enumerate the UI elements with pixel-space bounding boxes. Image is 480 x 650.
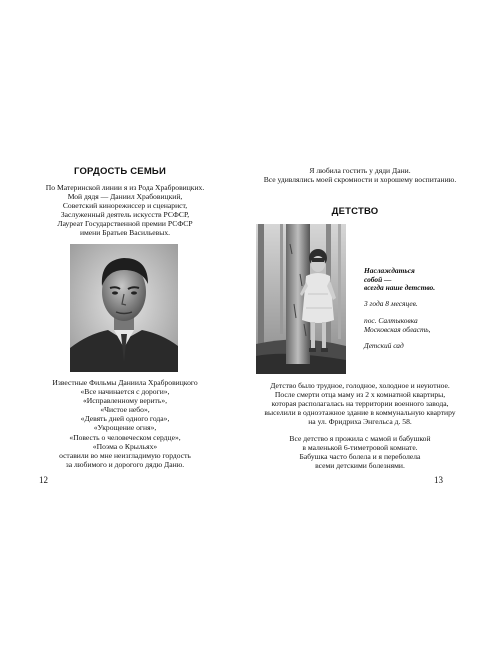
caption-age: 3 года 8 месяцев. xyxy=(364,298,418,308)
films-line: «Чистое небо», xyxy=(100,405,150,415)
films-line: «Исправленному верить», xyxy=(82,396,168,406)
intro-line: Лауреат Государственной премии РСФСР xyxy=(57,219,193,229)
left-heading: ГОРДОСТЬ СЕМЬИ xyxy=(73,166,166,177)
caption-bold-line: Наслаждаться xyxy=(364,266,415,275)
childhood-photo xyxy=(256,224,346,374)
para2-line: в маленькой 6-тиметровой комнате. xyxy=(302,443,418,453)
portrait-photo xyxy=(70,244,178,372)
films-line: Известные Фильмы Даниила Храбровицкого xyxy=(52,378,198,387)
page-number: 12 xyxy=(39,475,48,485)
para1-line: выселили в одноэтажное здание в коммунальную квартиру xyxy=(264,408,456,418)
films-line: «Укрощение огня», xyxy=(93,423,157,433)
para1-line: Детство было трудное, голодное, холодное и неуютное. xyxy=(270,381,450,390)
intro-line: Заслуженный деятель искусств РСФСР, xyxy=(60,210,190,220)
caption-place-line: Московская область, xyxy=(364,324,431,334)
top-line: Все удивлялись моей скромности и хорошему воспитанию. xyxy=(263,175,457,185)
intro-line: Мой дядя — Даниил Храбовицкий, xyxy=(67,192,183,202)
caption-bold-line: всегда наше детство. xyxy=(364,283,436,293)
childhood-paragraph-1 xyxy=(240,381,480,426)
para2-line: всеми детскими болезнями. xyxy=(315,461,405,471)
intro-line: Советский кинорежиссер и сценарист, xyxy=(62,201,188,211)
page-number: 13 xyxy=(434,475,443,485)
right-heading: ДЕТСТВО xyxy=(331,206,379,217)
films-line: оставили во мне неизгладимую гордость xyxy=(59,450,191,460)
caption-bold-line: собой — xyxy=(364,274,392,284)
childhood-paragraph-2 xyxy=(240,434,480,470)
films-line: «Девять дней одного года», xyxy=(80,414,170,424)
films-paragraph xyxy=(10,378,240,469)
para1-line: которая располагалась на территории военного завода, xyxy=(271,399,449,409)
intro-line: имени Братьев Васильевых. xyxy=(79,228,171,238)
para1-line: на ул. Фридриха Энгельса д. 58. xyxy=(308,417,412,427)
films-line: за любимого и дорогого дядю Даню. xyxy=(65,459,185,469)
photo-caption xyxy=(364,267,476,350)
caption-place2: Детский сад xyxy=(364,340,404,350)
right-page xyxy=(240,0,480,650)
films-line: «Все начинается с дороги», xyxy=(80,387,170,397)
top-line: Я любила гостить у дяди Дани. xyxy=(309,166,411,175)
intro-line: По Материнской линии я из Рода Храбровицких. xyxy=(45,183,205,192)
films-line: «Поэма о Крыльях» xyxy=(92,441,158,451)
intro-paragraph xyxy=(10,183,240,238)
para1-line: После смерти отца маму из 2 х комнатной квартиры, xyxy=(274,390,446,400)
para2-line: Бабушка часто болела и я переболела xyxy=(299,452,421,462)
films-line: «Повесть о человеческом сердце», xyxy=(69,432,181,442)
para2-line: Все детство я прожила с мамой и бабушкой xyxy=(289,434,431,443)
caption-place-line: пос. Салтыковка xyxy=(364,316,418,326)
top-paragraph xyxy=(240,166,480,184)
